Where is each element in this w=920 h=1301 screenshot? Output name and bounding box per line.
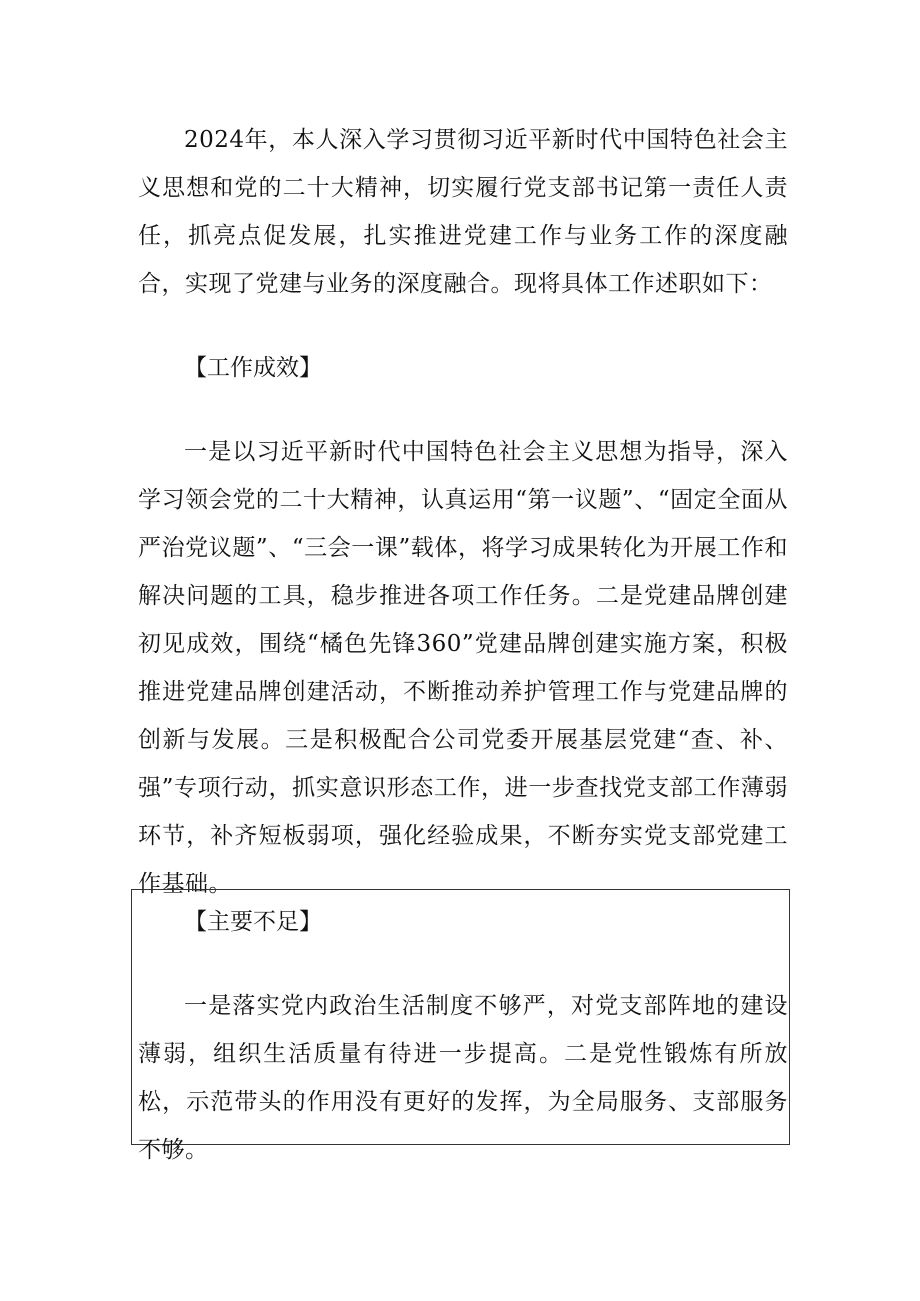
achievements-heading: 【工作成效】	[184, 355, 322, 381]
intro-paragraph: 2024年，本人深入学习贯彻习近平新时代中国特色社会主义思想和党的二十大精神，切实履行党支部书记第一责任人责任，抓亮点促发展，扎实推进党建工作与业务工作的深度融合，实现了党建与业务的深度融合。现将具体工作述职如下：	[138, 127, 788, 297]
shortcomings-paragraph: 一是落实党内政治生活制度不够严，对党支部阵地的建设薄弱，组织生活质量有待进一步提高。二是党性锻炼有所放松，示范带头的作用没有更好的发挥，为全局服务、支部服务不够。	[138, 993, 788, 1163]
shortcomings-heading: 【主要不足】	[184, 909, 322, 935]
achievements-paragraph: 一是以习近平新时代中国特色社会主义思想为指导，深入学习领会党的二十大精神，认真运用“第一议题”、“固定全面从严治党议题”、“三会一课”载体，将学习成果转化为开展工作和解决问题的工具，稳步推进各项工作任务。二是党建品牌创建初见成效，围绕“橘色先锋360”党建品牌创建实施方案，积极推进党建品牌创建活动，不断推动养护管理工作与党建品牌的创新与发展。三是积极配合公司党委开展基层党建“查、补、强”专项行动，抓实意识形态工作，进一步查找党支部工作薄弱环节，补齐短板弱项，强化经验成果，不断夯实党支部党建工作基础。	[138, 439, 788, 897]
